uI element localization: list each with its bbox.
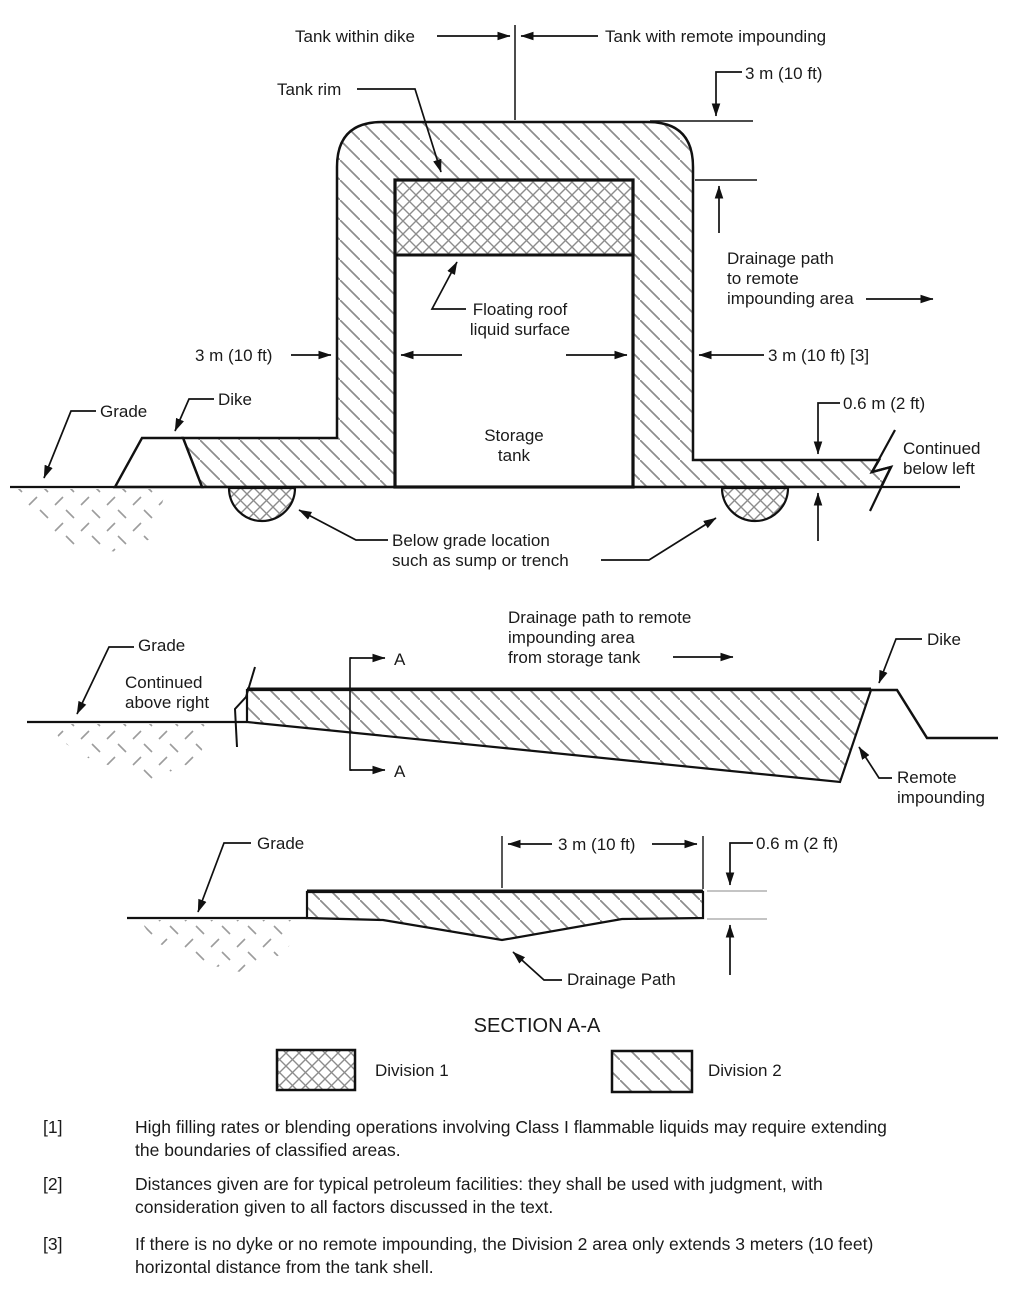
label-floating-roof-2: liquid surface: [469, 320, 571, 339]
section-marker-bottom: A: [394, 762, 406, 781]
label-continued-above-1: Continued: [125, 673, 203, 692]
label-tank-within-dike: Tank within dike: [295, 27, 416, 46]
label-tank-rim: Tank rim: [277, 80, 342, 99]
label-continued-2: below left: [903, 459, 975, 478]
label-tank-remote-impounding: Tank with remote impounding: [605, 27, 827, 46]
sump-right: [722, 488, 788, 521]
dim-top-right-bracket: [716, 72, 742, 116]
leader-remote: [859, 747, 892, 778]
leader-below-grade-left: [299, 510, 388, 540]
label-below-grade-2: such as sump or trench: [392, 551, 569, 570]
section-band: [307, 892, 703, 940]
label-drainage-mid-1: Drainage path to remote: [508, 608, 692, 627]
footnote-1-ref: [1]: [43, 1117, 63, 1137]
dike-profile-middle: [871, 690, 998, 738]
label-continued-above-2: above right: [125, 693, 210, 712]
label-grade-top: Grade: [100, 402, 148, 421]
legend-division2-swatch: [612, 1051, 692, 1092]
label-below-grade-1: Below grade location: [392, 531, 550, 550]
section-title: SECTION A-A: [473, 1015, 601, 1037]
footnote-1-line2: the boundaries of classified areas.: [135, 1140, 401, 1160]
label-floating-roof-1: Floating roof: [472, 300, 568, 319]
label-storage-1: Storage: [484, 426, 544, 445]
leader-grade-bottom: [198, 843, 251, 912]
sump-left: [229, 488, 295, 521]
label-remote-1: Remote: [897, 768, 957, 787]
label-drainage-path: Drainage Path: [567, 970, 676, 989]
label-grade-bottom: Grade: [257, 834, 305, 853]
footnote-1-line1: High filling rates or blending operations involving Class I flammable liquids may require extending: [135, 1117, 887, 1137]
legend-division1-label: Division 1: [375, 1061, 449, 1080]
earth-hatch: [14, 489, 166, 552]
leader-dike-top: [175, 399, 214, 431]
dim-depth-label-bottom: 0.6 m (2 ft): [756, 834, 839, 853]
label-drainage-1: Drainage path: [727, 249, 834, 268]
dim-depth-label: 0.6 m (2 ft): [843, 394, 926, 413]
label-grade-middle: Grade: [138, 636, 186, 655]
drainage-wedge: [247, 690, 871, 782]
bottom-diagram: [127, 834, 838, 1037]
top-diagram: [10, 25, 981, 570]
label-dike-middle: Dike: [927, 630, 962, 649]
leader-grade-top: [44, 411, 96, 478]
footnote-3-ref: [3]: [43, 1234, 63, 1254]
dim-top-right-label: 3 m (10 ft): [745, 64, 823, 83]
leader-drainage-path: [513, 952, 562, 980]
label-drainage-2: to remote: [727, 269, 799, 288]
footnote-3-line2: horizontal distance from the tank shell.: [135, 1257, 434, 1277]
label-dike-top: Dike: [218, 390, 253, 409]
label-storage-2: tank: [497, 446, 531, 465]
footnote-2-line1: Distances given are for typical petroleum facilities: they shall be used with judgment, with: [135, 1174, 823, 1194]
footnote-2-line2: consideration given to all factors discussed in the text.: [135, 1197, 554, 1217]
dim-left-label: 3 m (10 ft): [195, 346, 273, 365]
section-marker-top: A: [394, 650, 406, 669]
legend: [277, 1050, 782, 1092]
dim-depth-bracket: [818, 403, 840, 454]
dim-depth-bracket-bottom: [730, 843, 753, 885]
division1-band: [395, 180, 633, 255]
earth-hatch-bottom: [140, 920, 298, 972]
leader-below-grade-right: [601, 518, 716, 560]
legend-division1-swatch: [277, 1050, 355, 1090]
dim-right-label: 3 m (10 ft) [3]: [768, 346, 870, 365]
footnotes: [43, 1117, 887, 1277]
footnote-3-line1: If there is no dyke or no remote impounding, the Division 2 area only extends 3 meters (10 feet): [135, 1234, 874, 1254]
label-drainage-mid-3: from storage tank: [508, 648, 641, 667]
label-drainage-mid-2: impounding area: [508, 628, 635, 647]
earth-hatch-middle: [52, 724, 212, 780]
middle-diagram: [27, 608, 998, 807]
label-continued-1: Continued: [903, 439, 981, 458]
leader-dike-middle: [879, 639, 922, 683]
label-remote-2: impounding: [897, 788, 985, 807]
footnote-2-ref: [2]: [43, 1174, 63, 1194]
label-drainage-3: impounding area: [727, 289, 854, 308]
dim-width-label: 3 m (10 ft): [558, 835, 636, 854]
legend-division2-label: Division 2: [708, 1061, 782, 1080]
